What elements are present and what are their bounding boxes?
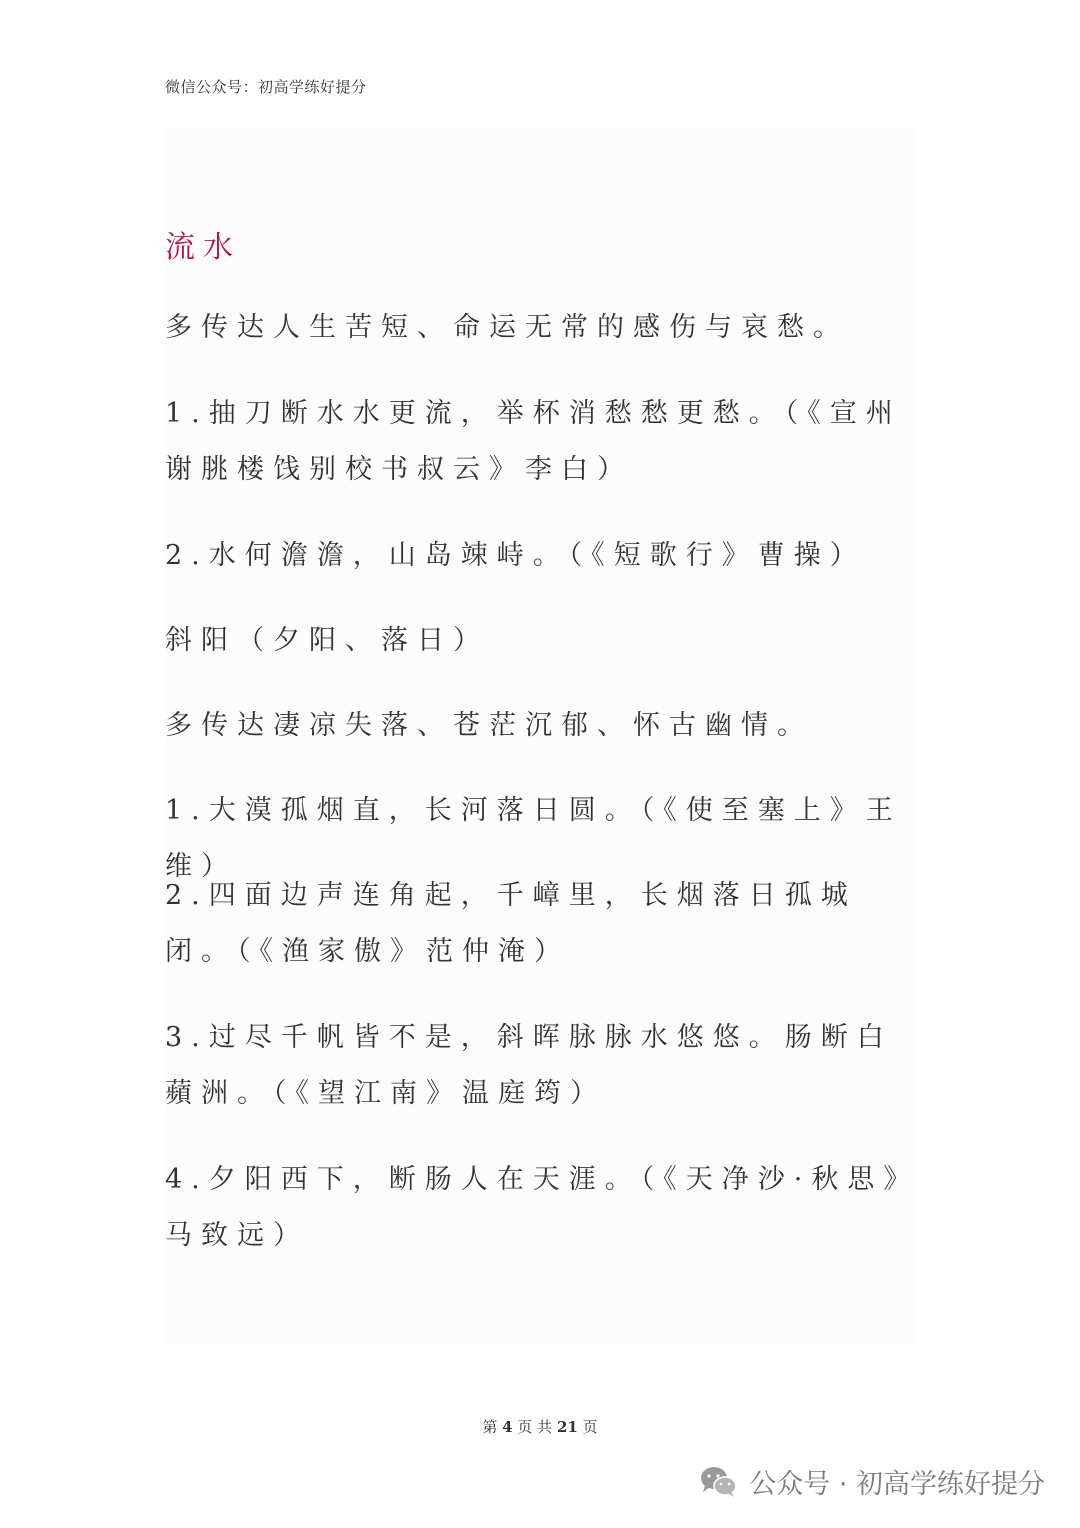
paragraph-sunset-example-4: 4.夕阳西下，断肠人在天涯。（《天净沙·秋思》马致远）: [165, 1164, 920, 1251]
section-title: 流水: [165, 230, 241, 265]
paragraph-sunset-example-2: 2.四面边声连角起，千嶂里，长烟落日孤城闭。（《渔家傲》范仲淹）: [165, 880, 857, 967]
paragraph-sunset-example-3: 3.过尽千帆皆不是，斜晖脉脉水悠悠。肠断白蘋洲。（《望江南》温庭筠）: [165, 1022, 893, 1109]
page-prefix: 第: [482, 1418, 498, 1436]
paragraph-intro-water: 多传达人生苦短、命运无常的感伤与哀愁。: [165, 312, 849, 343]
paragraph-intro-sunset: 多传达凄凉失落、苍茫沉郁、怀古幽情。: [165, 710, 813, 741]
account-header: 微信公众号：初高学练好提分: [165, 78, 367, 96]
paragraph-subheading-sunset: 斜阳（夕阳、落日）: [165, 625, 489, 656]
paragraph-example-1: 1.抽刀断水水更流，举杯消愁愁更愁。（《宣州谢朓楼饯别校书叔云》李白）: [165, 398, 902, 485]
page-number: [0, 1416, 1080, 1437]
paragraph-example-2: 2.水何澹澹，山岛竦峙。（《短歌行》曹操）: [165, 540, 866, 571]
watermark-text: 公众号 · 初高学练好提分: [749, 1469, 1045, 1500]
current-page: 4: [502, 1418, 513, 1436]
page-suffix: 页: [582, 1418, 598, 1436]
paragraph-sunset-example-1: 1.大漠孤烟直，长河落日圆。（《使至塞上》王维）: [165, 795, 902, 882]
total-pages: 21: [556, 1418, 578, 1436]
wechat-icon: [699, 1465, 739, 1499]
page-middle: 页 共: [517, 1418, 553, 1436]
wechat-watermark: [699, 1462, 1045, 1501]
